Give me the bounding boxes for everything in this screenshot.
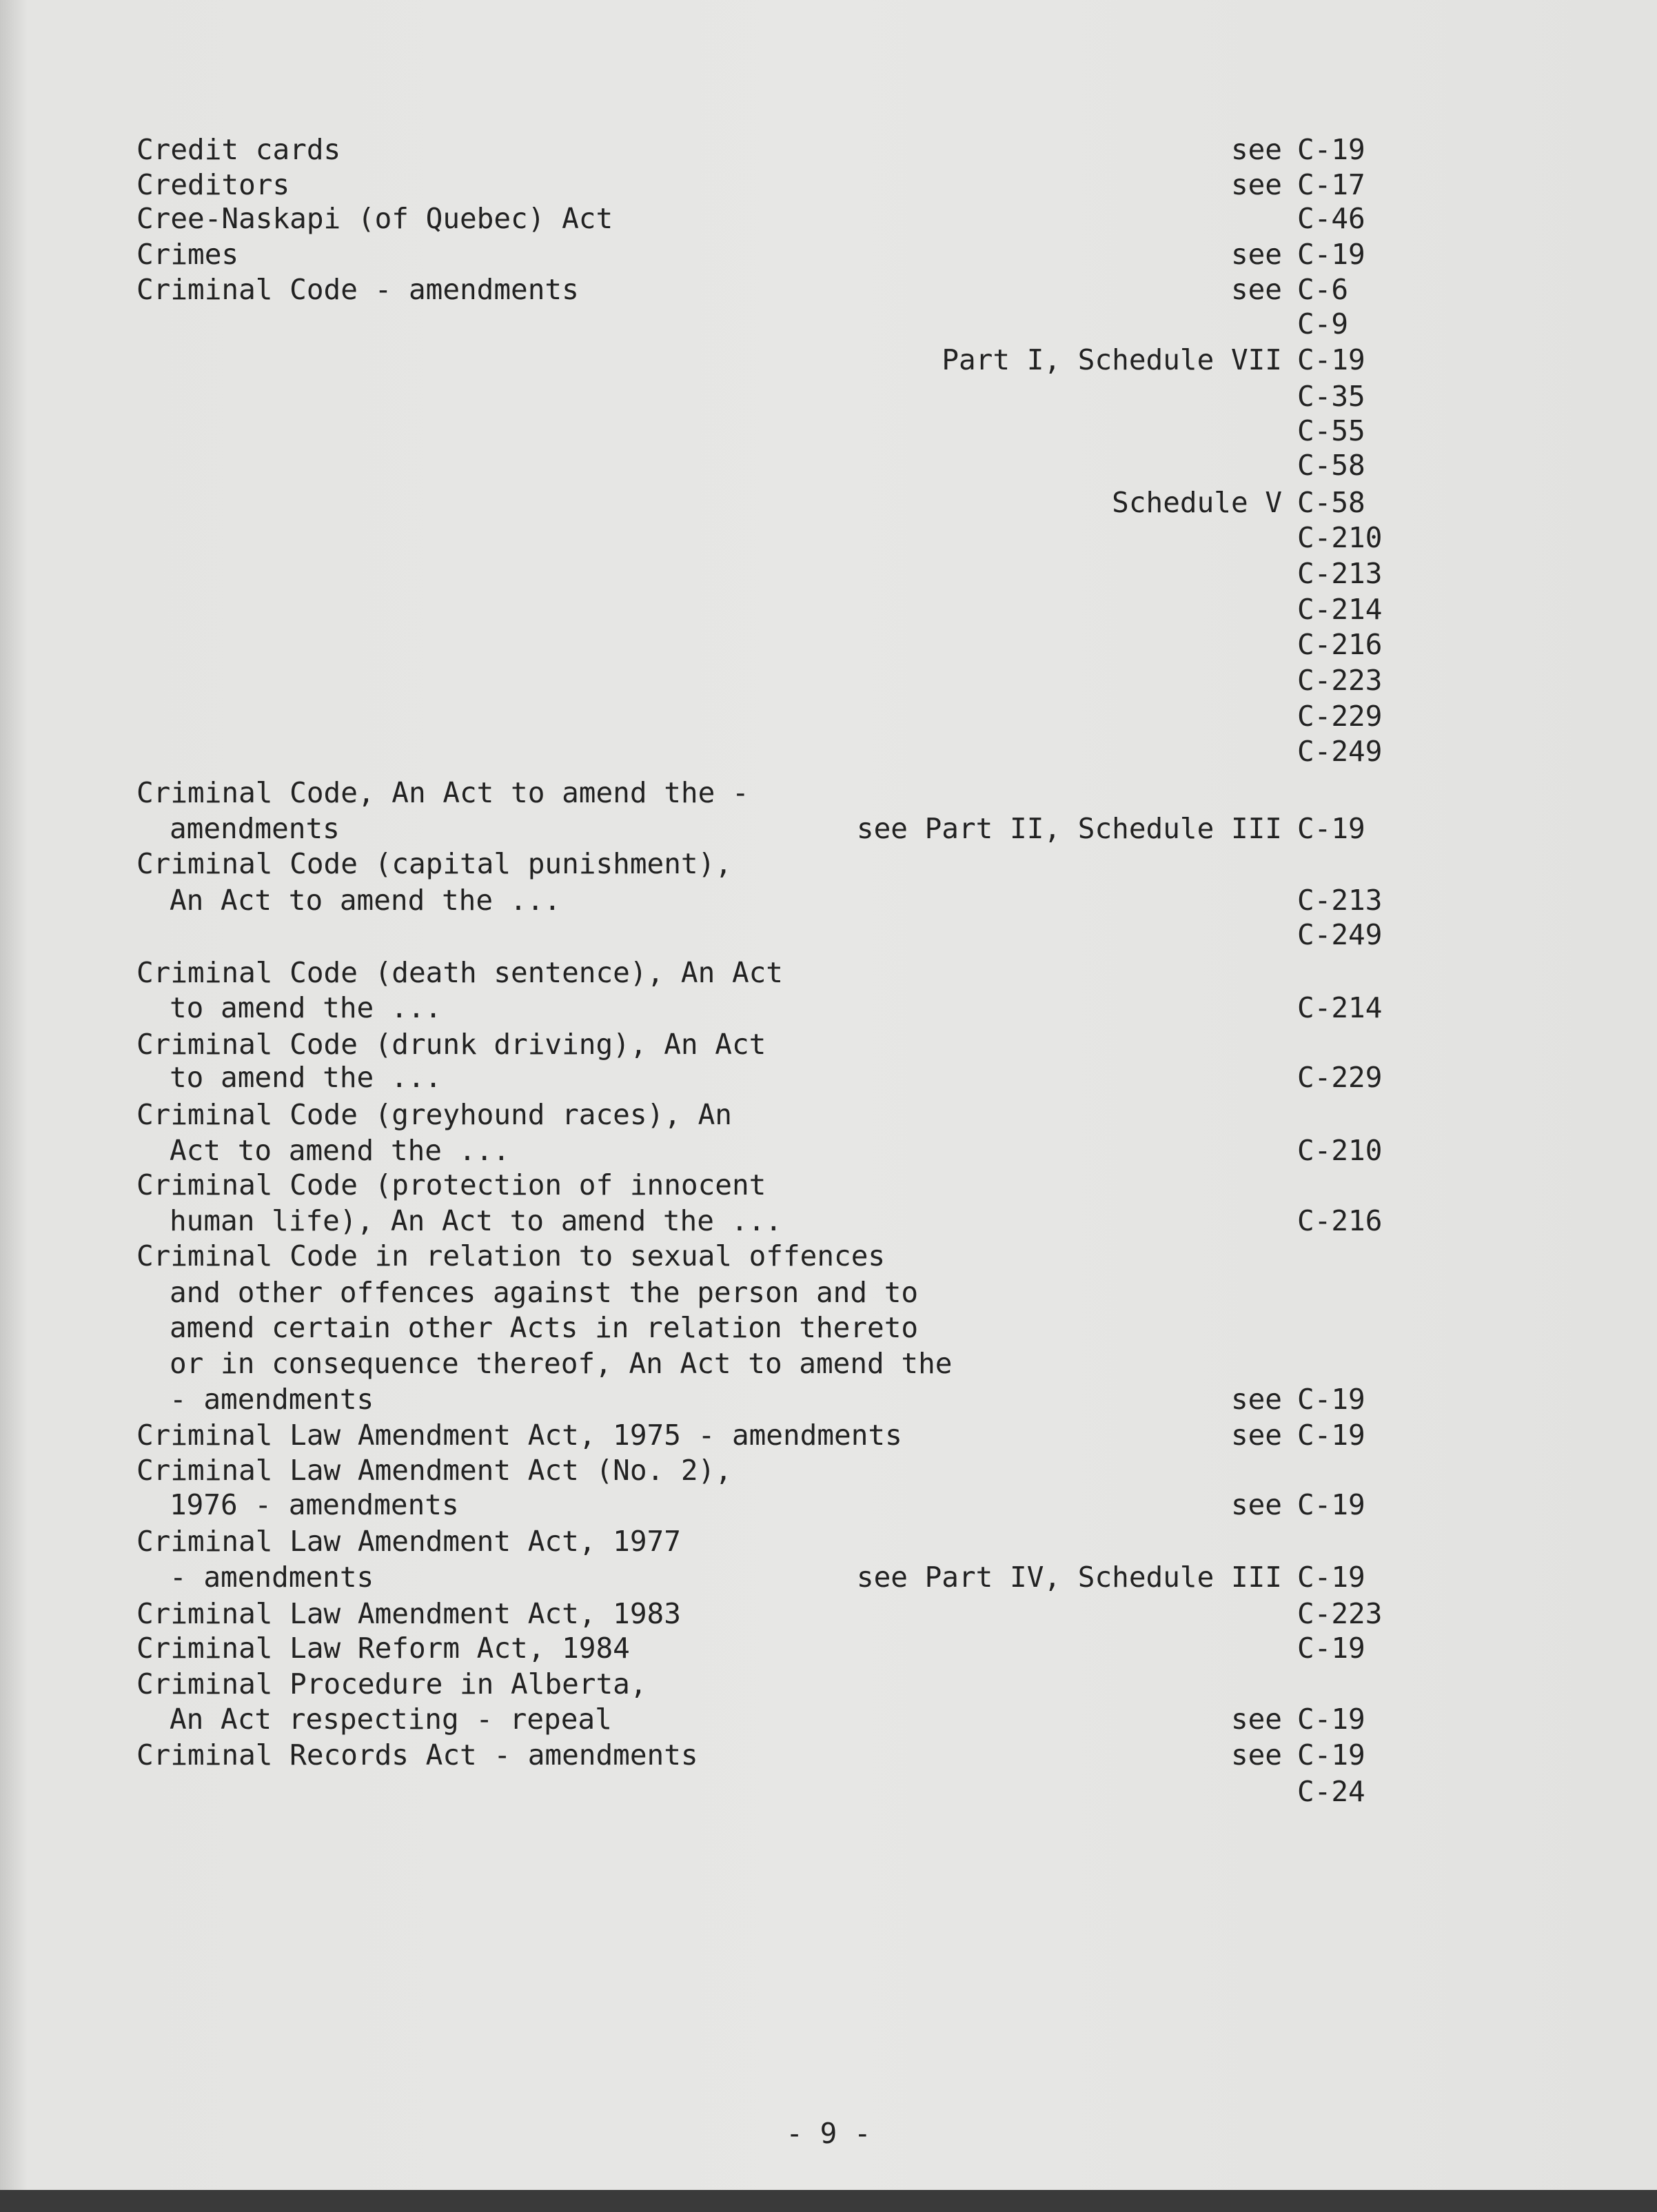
scan-edge [0, 2190, 1657, 2212]
bill-number: C-19 [1297, 1383, 1365, 1416]
bill-number: C-17 [1297, 168, 1365, 201]
entry-title: Criminal Code in relation to sexual offences [136, 1239, 886, 1272]
bill-number: C-214 [1297, 991, 1383, 1024]
bill-number: C-19 [1297, 1632, 1365, 1665]
entry-title: 1976 - amendments [170, 1488, 459, 1521]
entry-title: An Act respecting - repeal [170, 1703, 612, 1736]
bill-number: C-6 [1297, 273, 1349, 306]
index-entry [0, 883, 1657, 917]
entry-reference: see [1230, 1738, 1282, 1772]
entry-title: or in consequence thereof, An Act to amend the [170, 1347, 953, 1380]
index-entry [0, 1774, 1657, 1808]
entry-title: Credit cards [136, 133, 341, 166]
entry-reference: Part I, Schedule VII [942, 343, 1282, 376]
index-entry [0, 1631, 1657, 1665]
entry-title: Criminal Code - amendments [136, 273, 579, 306]
entry-reference: see [1230, 168, 1282, 201]
entry-title: amendments [170, 812, 340, 845]
bill-number: C-24 [1297, 1775, 1365, 1808]
index-entry [0, 1346, 1657, 1380]
entry-title: amend certain other Acts in relation thereto [170, 1311, 919, 1344]
bill-number: C-9 [1297, 307, 1349, 341]
bill-number: C-46 [1297, 202, 1365, 235]
index-entry [0, 485, 1657, 519]
bill-number: C-223 [1297, 664, 1383, 697]
entry-title: Criminal Code (greyhound races), An [136, 1098, 732, 1131]
index-entry [0, 1418, 1657, 1452]
entry-reference: Schedule V [1112, 486, 1282, 519]
entry-title: Criminal Code (protection of innocent [136, 1168, 766, 1201]
bill-number: C-214 [1297, 593, 1383, 626]
index-entry [0, 811, 1657, 845]
bill-number: C-19 [1297, 1703, 1365, 1736]
index-entry [0, 379, 1657, 413]
entry-title: An Act to amend the ... [170, 884, 561, 917]
bill-number: C-19 [1297, 343, 1365, 376]
index-entry [0, 846, 1657, 880]
index-entry [0, 1060, 1657, 1094]
index-entry [0, 1453, 1657, 1487]
entry-title: - amendments [170, 1561, 374, 1594]
index-entry [0, 1560, 1657, 1594]
entry-title: Criminal Law Amendment Act (No. 2), [136, 1454, 732, 1487]
entry-title: Criminal Law Amendment Act, 1977 [136, 1525, 681, 1558]
index-entry [0, 592, 1657, 626]
index-entry [0, 1027, 1657, 1061]
bill-number: C-216 [1297, 1204, 1383, 1237]
bill-number: C-210 [1297, 521, 1383, 554]
entry-title: Criminal Procedure in Alberta, [136, 1667, 647, 1701]
bill-number: C-213 [1297, 884, 1383, 917]
entry-reference: see [1230, 238, 1282, 271]
entry-title: Criminal Code (drunk driving), An Act [136, 1028, 766, 1061]
bill-number: C-213 [1297, 557, 1383, 590]
index-entry [0, 775, 1657, 809]
bill-number: C-223 [1297, 1597, 1383, 1630]
index-entry [0, 520, 1657, 554]
index-entry [0, 627, 1657, 661]
index-entry [0, 1382, 1657, 1416]
entry-title: Crimes [136, 238, 239, 271]
index-entry [0, 556, 1657, 590]
index-entry [0, 1275, 1657, 1309]
index-entry [0, 1310, 1657, 1344]
bill-number: C-19 [1297, 1738, 1365, 1772]
entry-title: Criminal Code (capital punishment), [136, 847, 732, 880]
bill-number: C-19 [1297, 133, 1365, 166]
bill-number: C-19 [1297, 812, 1365, 845]
index-entry [0, 132, 1657, 166]
index-entry [0, 699, 1657, 733]
entry-title: Act to amend the ... [170, 1134, 510, 1167]
bill-number: C-19 [1297, 1561, 1365, 1594]
index-entry [0, 1097, 1657, 1131]
index-entry [0, 201, 1657, 235]
bill-number: C-35 [1297, 380, 1365, 413]
page-number: - 9 - [786, 2117, 871, 2150]
bill-number: C-229 [1297, 1061, 1383, 1094]
entry-title: Criminal Law Amendment Act, 1975 - amendments [136, 1419, 902, 1452]
entry-title: Criminal Law Reform Act, 1984 [136, 1632, 630, 1665]
entry-reference: see [1230, 1383, 1282, 1416]
index-entry [0, 1524, 1657, 1558]
entry-reference: see Part IV, Schedule III [856, 1561, 1282, 1594]
bill-number: C-19 [1297, 238, 1365, 271]
bill-number: C-19 [1297, 1419, 1365, 1452]
bill-number: C-210 [1297, 1134, 1383, 1167]
index-entry [0, 1596, 1657, 1630]
index-entry [0, 917, 1657, 951]
entry-reference: see [1230, 273, 1282, 306]
index-entry [0, 237, 1657, 271]
bill-number: C-55 [1297, 414, 1365, 447]
index-entry [0, 663, 1657, 697]
entry-reference: see [1230, 1703, 1282, 1736]
entry-title: Criminal Code, An Act to amend the - [136, 776, 749, 809]
index-entry [0, 448, 1657, 482]
index-entry [0, 1133, 1657, 1167]
bill-number: C-249 [1297, 918, 1383, 951]
entry-title: to amend the ... [170, 991, 442, 1024]
entry-title: and other offences against the person and to [170, 1276, 919, 1309]
index-entry [0, 272, 1657, 306]
entry-title: Criminal Law Amendment Act, 1983 [136, 1597, 681, 1630]
bill-number: C-58 [1297, 486, 1365, 519]
entry-title: Cree-Naskapi (of Quebec) Act [136, 202, 613, 235]
bill-number: C-58 [1297, 449, 1365, 482]
entry-reference: see Part II, Schedule III [856, 812, 1282, 845]
index-entry [0, 955, 1657, 989]
entry-reference: see [1230, 133, 1282, 166]
entry-title: to amend the ... [170, 1061, 442, 1094]
entry-title: Criminal Records Act - amendments [136, 1738, 698, 1772]
bill-number: C-229 [1297, 700, 1383, 733]
entry-title: Criminal Code (death sentence), An Act [136, 956, 783, 989]
bill-number: C-216 [1297, 628, 1383, 661]
entry-title: human life), An Act to amend the ... [170, 1204, 782, 1237]
bill-number: C-249 [1297, 735, 1383, 768]
entry-title: Creditors [136, 168, 290, 201]
entry-title: - amendments [170, 1383, 374, 1416]
entry-reference: see [1230, 1488, 1282, 1521]
entry-reference: see [1230, 1419, 1282, 1452]
index-entry [0, 1702, 1657, 1736]
index-entry [0, 734, 1657, 768]
bill-number: C-19 [1297, 1488, 1365, 1521]
